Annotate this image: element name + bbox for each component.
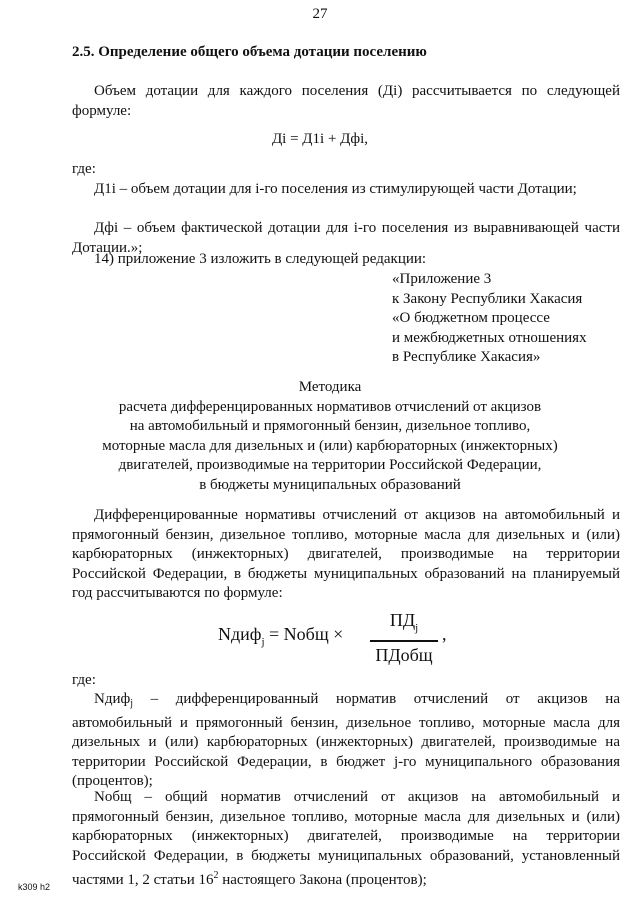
nobsh-definition-tail: настоящего Закона (процентов); <box>218 872 427 888</box>
fraction-denominator: ПДобщ <box>375 644 433 665</box>
nobsh-definition-text: Nобщ – общий норматив отчислений от акцизов на автомобильный и прямогонный бензин, дизельное топливо, моторные масла для дизельных и (или) карбюраторных (инжекторных) двигателей, производимые на территории Российской Федерации, в бюджеты муниципальных образований, установленный частями 1, 2 статьи 16 <box>72 789 620 888</box>
item-14: 14) приложение 3 изложить в следующей редакции: <box>94 251 427 267</box>
methodology-subtitle-line: на автомобильный и прямогонный бензин, дизельное топливо, <box>129 418 531 434</box>
formula-ndif-lhs <box>218 624 348 648</box>
page-number: 27 <box>312 6 328 22</box>
paragraph-formula-intro: Объем дотации для каждого поселения (Дi) рассчитывается по следующей формуле: <box>72 83 620 119</box>
ndif-definition-text: – дифференцированный норматив отчислений от акцизов на автомобильный и прямогонный бензин, дизельное топливо, моторные масла для дизельных и (или) карбюраторных (инжекторных) двигателей, производимые на территории Российской Федерации, в бюджет j-го муниципального образования (процентов); <box>72 691 620 789</box>
annex-line: к Закону Республики Хакасия <box>392 290 583 307</box>
definition-ndif <box>72 690 620 792</box>
methodology-title: Методика <box>298 379 362 395</box>
formula-ndif-equals: = Nобщ × <box>264 624 348 644</box>
formula-ndif-symbol: Nдиф <box>218 624 262 644</box>
methodology-subtitle-line: двигателей, производимые на территории Российской Федерации, <box>118 457 542 473</box>
where-label-2: где: <box>72 672 96 688</box>
formula-ndif-subscript: j <box>261 636 265 648</box>
footer-code: k309 h2 <box>18 882 51 892</box>
annex-line: «О бюджетном процессе <box>392 310 550 326</box>
methodology-subtitle-line: в бюджеты муниципальных образований <box>199 476 461 493</box>
annex-line: «Приложение 3 <box>392 271 492 287</box>
article-superscript: 2 <box>213 870 219 881</box>
formula-fraction <box>368 608 440 668</box>
where-label-1: где: <box>72 161 96 177</box>
fraction-numerator <box>368 608 440 640</box>
methodology-subtitle-line: расчета дифференцированных нормативов отчислений от акцизов <box>118 398 542 415</box>
ndif-term: Nдиф <box>94 691 131 707</box>
methodology-title-block <box>40 378 620 495</box>
formula-di: Дi = Д1i + Дфi, <box>271 131 369 147</box>
annex-line: в Республике Хакасия» <box>392 349 541 365</box>
section-title: 2.5. Определение общего объема дотации поселению <box>72 44 427 60</box>
annex-heading <box>392 270 587 368</box>
annex-line: и межбюджетных отношениях <box>392 329 587 346</box>
methodology-subtitle-line: моторные масла для дизельных и (или) карбюраторных (инжекторных) <box>102 437 558 454</box>
numerator-symbol: ПД <box>389 610 416 630</box>
ndif-term-subscript: j <box>130 698 133 709</box>
formula-comma: , <box>442 624 447 644</box>
definition-d1i: Д1i – объем дотации для i-го поселения из стимулирующей части Дотации; <box>94 181 577 197</box>
numerator-subscript: j <box>415 622 419 634</box>
definition-dfi: Дфi – объем фактической дотации для i-го поселения из выравнивающей части Дотации.»; <box>72 220 620 256</box>
paragraph-differentiated-norms: Дифференцированные нормативы отчислений от акцизов на автомобильный и прямогонный бензин, дизельное топливо, моторные масла для дизельных и (или) карбюраторных (инжекторных) двигателей, производимые на территории Российской Федерации, в бюджеты муниципальных образований на планируемый год рассчитываются по формуле: <box>72 507 620 601</box>
definition-nobsh <box>72 788 620 891</box>
